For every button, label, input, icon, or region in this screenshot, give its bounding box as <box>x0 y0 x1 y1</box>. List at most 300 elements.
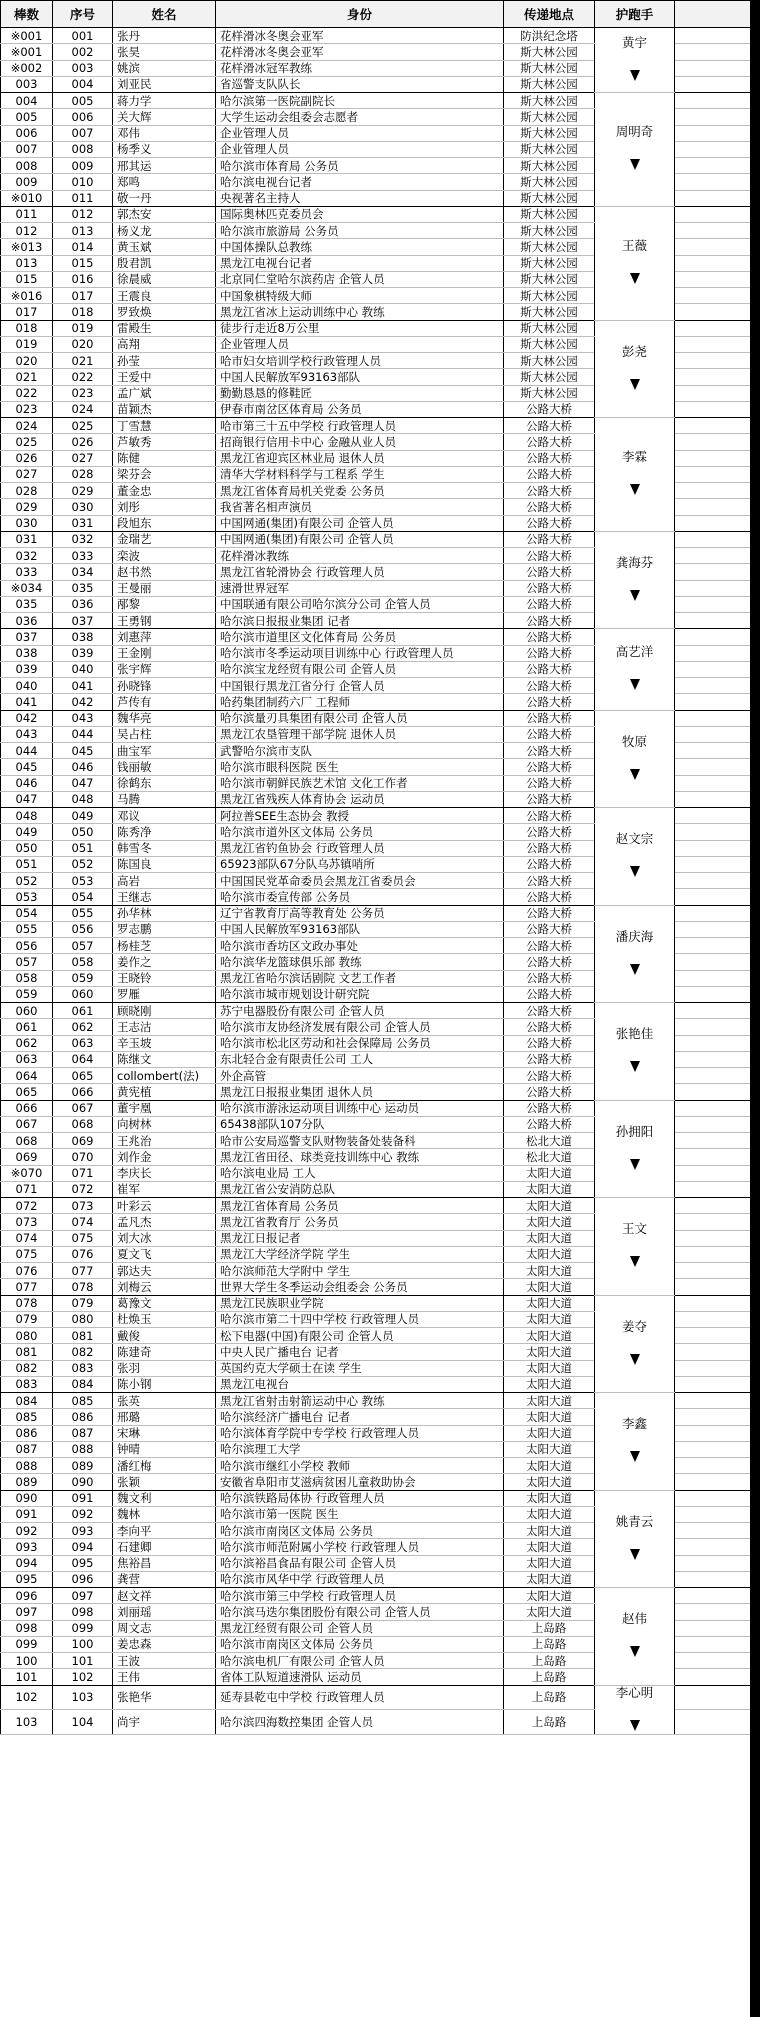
relay-location: 公路大桥 <box>504 791 595 807</box>
sequence-number: 067 <box>53 1100 113 1116</box>
sequence-number: 050 <box>53 824 113 840</box>
baton-number: 089 <box>1 1474 53 1490</box>
baton-number: 073 <box>1 1214 53 1230</box>
relay-location: 公路大桥 <box>504 1051 595 1067</box>
torchbearer-name: 罗雁 <box>113 986 216 1002</box>
relay-location: 公路大桥 <box>504 515 595 531</box>
table-row <box>1 206 760 222</box>
torchbearer-name: 曲宝军 <box>113 743 216 759</box>
torchbearer-name: 孟广斌 <box>113 385 216 401</box>
baton-number: 098 <box>1 1620 53 1636</box>
blank-cell <box>675 76 760 92</box>
blank-cell <box>675 304 760 320</box>
torchbearer-name: 张英 <box>113 1393 216 1409</box>
torchbearer-name: 雷殿生 <box>113 320 216 336</box>
torchbearer-name: 高岩 <box>113 873 216 889</box>
sequence-number: 040 <box>53 661 113 677</box>
blank-cell <box>675 938 760 954</box>
identity-text: 哈尔滨市道外区文体局 公务员 <box>216 824 504 840</box>
relay-location: 公路大桥 <box>504 483 595 499</box>
torchbearer-name: 姜忠森 <box>113 1636 216 1652</box>
identity-text: 延寿县乾屯中学校 行政管理人员 <box>216 1685 504 1710</box>
escort-name: 王文 <box>621 1221 647 1237</box>
identity-text: 哈尔滨市南岗区文体局 公务员 <box>216 1636 504 1652</box>
torchbearer-name: 芦敏秀 <box>113 434 216 450</box>
sequence-number: 026 <box>53 434 113 450</box>
table-row <box>1 1685 760 1710</box>
table-row <box>1 1100 760 1116</box>
torchbearer-name: 郑鸣 <box>113 174 216 190</box>
baton-number: 046 <box>1 775 53 791</box>
baton-number: 074 <box>1 1230 53 1246</box>
torchbearer-name: 梁芬会 <box>113 466 216 482</box>
escort-name: 潘庆海 <box>615 928 654 944</box>
identity-text: 省巡警支队队长 <box>216 76 504 92</box>
blank-cell <box>675 564 760 580</box>
baton-number: ※016 <box>1 288 53 304</box>
torchbearer-name: 段旭东 <box>113 515 216 531</box>
sequence-number: 061 <box>53 1003 113 1019</box>
relay-location: 上岛路 <box>504 1620 595 1636</box>
sequence-number: 051 <box>53 840 113 856</box>
down-arrow-icon <box>630 1549 640 1560</box>
blank-cell <box>675 369 760 385</box>
header-location: 传递地点 <box>504 1 595 28</box>
identity-text: 企业管理人员 <box>216 141 504 157</box>
torchbearer-name: 韩雪冬 <box>113 840 216 856</box>
sequence-number: 020 <box>53 336 113 352</box>
sequence-number: 036 <box>53 596 113 612</box>
baton-number: 065 <box>1 1084 53 1100</box>
blank-cell <box>675 1409 760 1425</box>
sequence-number: 079 <box>53 1295 113 1311</box>
baton-number: ※001 <box>1 28 53 44</box>
identity-text: 英国约克大学硕士在读 学生 <box>216 1360 504 1376</box>
baton-number: 092 <box>1 1523 53 1539</box>
table-row <box>1 1393 760 1409</box>
torchbearer-name: 陈健 <box>113 450 216 466</box>
escort-group <box>595 1198 675 1296</box>
down-arrow-icon <box>630 1451 640 1462</box>
torchbearer-name: 周文志 <box>113 1620 216 1636</box>
sequence-number: 102 <box>53 1669 113 1685</box>
identity-text: 哈尔滨马迭尔集团股份有限公司 企管人员 <box>216 1604 504 1620</box>
sequence-number: 025 <box>53 418 113 434</box>
baton-number: 022 <box>1 385 53 401</box>
sequence-number: 048 <box>53 791 113 807</box>
escort-group <box>595 1490 675 1588</box>
blank-cell <box>675 499 760 515</box>
baton-number: 103 <box>1 1710 53 1735</box>
identity-text: 黑龙江省轮滑协会 行政管理人员 <box>216 564 504 580</box>
blank-cell <box>675 759 760 775</box>
baton-number: 099 <box>1 1636 53 1652</box>
sequence-number: 095 <box>53 1555 113 1571</box>
baton-number: 026 <box>1 450 53 466</box>
identity-text: 中国象棋特级大师 <box>216 288 504 304</box>
blank-cell <box>675 1474 760 1490</box>
escort-name: 牧原 <box>621 733 647 749</box>
baton-number: 055 <box>1 921 53 937</box>
escort-group <box>595 905 675 1003</box>
identity-text: 哈尔滨市松北区劳动和社会保障局 公务员 <box>216 1035 504 1051</box>
baton-number: 079 <box>1 1311 53 1327</box>
down-arrow-icon <box>630 379 640 390</box>
sequence-number: 035 <box>53 580 113 596</box>
torchbearer-name: 孙莹 <box>113 353 216 369</box>
identity-text: 哈尔滨日报报业集团 记者 <box>216 613 504 629</box>
baton-number: 029 <box>1 499 53 515</box>
blank-cell <box>675 1051 760 1067</box>
identity-text: 黑龙江省体育局机关党委 公务员 <box>216 483 504 499</box>
header-identity: 身份 <box>216 1 504 28</box>
relay-location: 太阳大道 <box>504 1214 595 1230</box>
relay-location: 太阳大道 <box>504 1263 595 1279</box>
sequence-number: 004 <box>53 76 113 92</box>
relay-location: 太阳大道 <box>504 1198 595 1214</box>
table-row <box>1 1198 760 1214</box>
torchbearer-name: 宋琳 <box>113 1425 216 1441</box>
baton-number: 004 <box>1 93 53 109</box>
baton-number: 006 <box>1 125 53 141</box>
blank-cell <box>675 645 760 661</box>
torchbearer-name: 杜焕玉 <box>113 1311 216 1327</box>
identity-text: 哈市公安局巡警支队财物装备处装备科 <box>216 1133 504 1149</box>
relay-location: 太阳大道 <box>504 1539 595 1555</box>
blank-cell <box>675 1636 760 1652</box>
identity-text: 清华大学材料科学与工程系 学生 <box>216 466 504 482</box>
sequence-number: 086 <box>53 1409 113 1425</box>
torchbearer-name: 杨桂芝 <box>113 938 216 954</box>
blank-cell <box>675 1490 760 1506</box>
torchbearer-name: 高翔 <box>113 336 216 352</box>
relay-location: 公路大桥 <box>504 710 595 726</box>
blank-cell <box>675 548 760 564</box>
identity-text: 65438部队107分队 <box>216 1116 504 1132</box>
sequence-number: 049 <box>53 808 113 824</box>
blank-cell <box>675 125 760 141</box>
escort-name: 姜夺 <box>621 1318 647 1334</box>
baton-number: 100 <box>1 1653 53 1669</box>
torchbearer-name: 敬一丹 <box>113 190 216 206</box>
torchbearer-name: 姚滨 <box>113 60 216 76</box>
baton-number: 018 <box>1 320 53 336</box>
identity-text: 辽宁省教育厅高等教育处 公务员 <box>216 905 504 921</box>
torchbearer-name: 刘亚民 <box>113 76 216 92</box>
identity-text: 中国网通(集团)有限公司 企管人员 <box>216 531 504 547</box>
baton-number: 083 <box>1 1376 53 1392</box>
blank-cell <box>675 1571 760 1587</box>
relay-location: 公路大桥 <box>504 564 595 580</box>
sequence-number: 069 <box>53 1133 113 1149</box>
identity-text: 黑龙江省田径、球类竞技训练中心 教练 <box>216 1149 504 1165</box>
baton-number: 037 <box>1 629 53 645</box>
baton-number: 101 <box>1 1669 53 1685</box>
relay-location: 公路大桥 <box>504 840 595 856</box>
torchbearer-name: 刘丽瑶 <box>113 1604 216 1620</box>
torchbearer-name: 向树林 <box>113 1116 216 1132</box>
blank-cell <box>675 873 760 889</box>
relay-location: 斯大林公园 <box>504 76 595 92</box>
blank-cell <box>675 840 760 856</box>
relay-location: 公路大桥 <box>504 824 595 840</box>
blank-cell <box>675 1653 760 1669</box>
escort-group <box>595 1295 675 1393</box>
relay-location: 太阳大道 <box>504 1490 595 1506</box>
identity-text: 哈尔滨市委宣传部 公务员 <box>216 889 504 905</box>
header-row <box>1 1 760 28</box>
torchbearer-name: 邴黎 <box>113 596 216 612</box>
table-row <box>1 531 760 547</box>
torchbearer-name: 郭杰安 <box>113 206 216 222</box>
sequence-number: 002 <box>53 44 113 60</box>
baton-number: 045 <box>1 759 53 775</box>
baton-number: 093 <box>1 1539 53 1555</box>
torchbearer-name: 丁雪慧 <box>113 418 216 434</box>
relay-location: 上岛路 <box>504 1653 595 1669</box>
blank-cell <box>675 466 760 482</box>
relay-location: 斯大林公园 <box>504 271 595 287</box>
sequence-number: 037 <box>53 613 113 629</box>
baton-number: 053 <box>1 889 53 905</box>
relay-location: 公路大桥 <box>504 450 595 466</box>
torchbearer-name: 刘惠萍 <box>113 629 216 645</box>
blank-cell <box>675 206 760 222</box>
relay-location: 斯大林公园 <box>504 369 595 385</box>
identity-text: 黑龙江电视台 <box>216 1376 504 1392</box>
sequence-number: 103 <box>53 1685 113 1710</box>
relay-location: 公路大桥 <box>504 499 595 515</box>
blank-cell <box>675 190 760 206</box>
down-arrow-icon <box>630 1720 640 1731</box>
torchbearer-name: 杨季义 <box>113 141 216 157</box>
identity-text: 国际奥林匹克委员会 <box>216 206 504 222</box>
baton-number: 027 <box>1 466 53 482</box>
identity-text: 中国联通有限公司哈尔滨分公司 企管人员 <box>216 596 504 612</box>
blank-cell <box>675 710 760 726</box>
torchbearer-name: 魏华亮 <box>113 710 216 726</box>
blank-cell <box>675 661 760 677</box>
baton-number: 019 <box>1 336 53 352</box>
blank-cell <box>675 483 760 499</box>
baton-number: 030 <box>1 515 53 531</box>
torchbearer-name: 李庆长 <box>113 1165 216 1181</box>
blank-cell <box>675 694 760 710</box>
baton-number: 097 <box>1 1604 53 1620</box>
relay-location: 太阳大道 <box>504 1165 595 1181</box>
identity-text: 黑龙江省公安消防总队 <box>216 1181 504 1197</box>
identity-text: 65923部队67分队乌苏镇哨所 <box>216 856 504 872</box>
baton-number: 090 <box>1 1490 53 1506</box>
baton-number: 057 <box>1 954 53 970</box>
relay-location: 斯大林公园 <box>504 223 595 239</box>
down-arrow-icon <box>630 769 640 780</box>
baton-number: 051 <box>1 856 53 872</box>
sequence-number: 062 <box>53 1019 113 1035</box>
torchbearer-name: 罗致焕 <box>113 304 216 320</box>
baton-number: 005 <box>1 109 53 125</box>
baton-number: 048 <box>1 808 53 824</box>
torchbearer-name: 魏文利 <box>113 1490 216 1506</box>
blank-cell <box>675 1133 760 1149</box>
identity-text: 哈药集团制药六厂 工程师 <box>216 694 504 710</box>
down-arrow-icon <box>630 70 640 81</box>
relay-location: 太阳大道 <box>504 1311 595 1327</box>
torchbearer-name: 邢其运 <box>113 158 216 174</box>
down-arrow-icon <box>630 1159 640 1170</box>
sequence-number: 022 <box>53 369 113 385</box>
relay-location: 公路大桥 <box>504 856 595 872</box>
blank-cell <box>675 1068 760 1084</box>
baton-number: ※010 <box>1 190 53 206</box>
torchbearer-name: 陈继文 <box>113 1051 216 1067</box>
baton-number: 041 <box>1 694 53 710</box>
torchbearer-name: 陈秀净 <box>113 824 216 840</box>
relay-location: 公路大桥 <box>504 694 595 710</box>
identity-text: 苏宁电器股份有限公司 企管人员 <box>216 1003 504 1019</box>
torchbearer-name: 崔军 <box>113 1181 216 1197</box>
identity-text: 哈尔滨市风华中学 行政管理人员 <box>216 1571 504 1587</box>
sequence-number: 046 <box>53 759 113 775</box>
blank-cell <box>675 1620 760 1636</box>
identity-text: 哈尔滨宝龙经贸有限公司 企管人员 <box>216 661 504 677</box>
sequence-number: 005 <box>53 93 113 109</box>
baton-number: 081 <box>1 1344 53 1360</box>
torchbearer-name: collombert(法) <box>113 1068 216 1084</box>
escort-group <box>595 710 675 808</box>
sequence-number: 096 <box>53 1571 113 1587</box>
escort-group <box>595 1393 675 1491</box>
relay-location: 太阳大道 <box>504 1425 595 1441</box>
escort-name: 李心明 <box>615 1685 654 1700</box>
sequence-number: 090 <box>53 1474 113 1490</box>
blank-cell <box>675 1425 760 1441</box>
identity-text: 黑龙江日报报业集团 退休人员 <box>216 1084 504 1100</box>
blank-cell <box>675 678 760 694</box>
right-edge-bar <box>750 0 760 2017</box>
blank-cell <box>675 905 760 921</box>
relay-location: 太阳大道 <box>504 1571 595 1587</box>
blank-cell <box>675 1710 760 1735</box>
escort-group <box>595 1685 675 1734</box>
baton-number: 063 <box>1 1051 53 1067</box>
blank-cell <box>675 970 760 986</box>
baton-number: 012 <box>1 223 53 239</box>
sequence-number: 081 <box>53 1328 113 1344</box>
relay-location: 公路大桥 <box>504 1003 595 1019</box>
identity-text: 我省著名相声演员 <box>216 499 504 515</box>
identity-text: 速滑世界冠军 <box>216 580 504 596</box>
baton-number: 036 <box>1 613 53 629</box>
blank-cell <box>675 288 760 304</box>
relay-location: 斯大林公园 <box>504 190 595 206</box>
sequence-number: 052 <box>53 856 113 872</box>
sequence-number: 003 <box>53 60 113 76</box>
torchbearer-name: 焦裕昌 <box>113 1555 216 1571</box>
torchbearer-name: 徐晨威 <box>113 271 216 287</box>
blank-cell <box>675 28 760 44</box>
identity-text: 企业管理人员 <box>216 336 504 352</box>
escort-name: 王薇 <box>621 238 647 254</box>
blank-cell <box>675 1214 760 1230</box>
escort-group <box>595 28 675 93</box>
baton-number: 088 <box>1 1458 53 1474</box>
sequence-number: 054 <box>53 889 113 905</box>
escort-group <box>595 418 675 532</box>
escort-name: 黄宇 <box>621 35 647 50</box>
relay-location: 公路大桥 <box>504 775 595 791</box>
blank-cell <box>675 1555 760 1571</box>
identity-text: 哈尔滨市朝鲜民族艺术馆 文化工作者 <box>216 775 504 791</box>
blank-cell <box>675 1198 760 1214</box>
identity-text: 黑龙江省迎宾区林业局 退休人员 <box>216 450 504 466</box>
baton-number: 058 <box>1 970 53 986</box>
blank-cell <box>675 856 760 872</box>
escort-group <box>595 1588 675 1686</box>
sequence-number: 019 <box>53 320 113 336</box>
identity-text: 中国银行黑龙江省分行 企管人员 <box>216 678 504 694</box>
identity-text: 哈尔滨师范大学附中 学生 <box>216 1263 504 1279</box>
relay-location: 上岛路 <box>504 1685 595 1710</box>
identity-text: 大学生运动会组委会志愿者 <box>216 109 504 125</box>
identity-text: 哈尔滨市眼科医院 医生 <box>216 759 504 775</box>
relay-location: 太阳大道 <box>504 1328 595 1344</box>
torchbearer-name: 王晓铃 <box>113 970 216 986</box>
identity-text: 哈尔滨市继红小学校 教师 <box>216 1458 504 1474</box>
torchbearer-name: 刘作金 <box>113 1149 216 1165</box>
sequence-number: 075 <box>53 1230 113 1246</box>
identity-text: 黑龙江省哈尔滨话剧院 文艺工作者 <box>216 970 504 986</box>
relay-location: 公路大桥 <box>504 580 595 596</box>
relay-location: 公路大桥 <box>504 1035 595 1051</box>
baton-number: 086 <box>1 1425 53 1441</box>
baton-number: 082 <box>1 1360 53 1376</box>
blank-cell <box>675 791 760 807</box>
relay-location: 太阳大道 <box>504 1506 595 1522</box>
blank-cell <box>675 1230 760 1246</box>
sequence-number: 031 <box>53 515 113 531</box>
sequence-number: 047 <box>53 775 113 791</box>
escort-name: 李鑫 <box>621 1416 647 1432</box>
down-arrow-icon <box>630 679 640 690</box>
relay-location: 公路大桥 <box>504 531 595 547</box>
sequence-number: 042 <box>53 694 113 710</box>
sequence-number: 101 <box>53 1653 113 1669</box>
table-row <box>1 93 760 109</box>
sequence-number: 099 <box>53 1620 113 1636</box>
torchbearer-name: 王志沽 <box>113 1019 216 1035</box>
sequence-number: 078 <box>53 1279 113 1295</box>
table-row <box>1 1490 760 1506</box>
relay-location: 公路大桥 <box>504 1019 595 1035</box>
down-arrow-icon <box>630 866 640 877</box>
relay-location: 太阳大道 <box>504 1474 595 1490</box>
sequence-number: 023 <box>53 385 113 401</box>
identity-text: 松下电器(中国)有限公司 企管人员 <box>216 1328 504 1344</box>
relay-location: 防洪纪念塔 <box>504 28 595 44</box>
blank-cell <box>675 1084 760 1100</box>
sequence-number: 011 <box>53 190 113 206</box>
identity-text: 哈尔滨市第二十四中学校 行政管理人员 <box>216 1311 504 1327</box>
torchbearer-name: 吴占柱 <box>113 726 216 742</box>
sequence-number: 077 <box>53 1263 113 1279</box>
blank-cell <box>675 158 760 174</box>
relay-location: 太阳大道 <box>504 1604 595 1620</box>
sequence-number: 058 <box>53 954 113 970</box>
sequence-number: 027 <box>53 450 113 466</box>
sequence-number: 064 <box>53 1051 113 1067</box>
sequence-number: 070 <box>53 1149 113 1165</box>
